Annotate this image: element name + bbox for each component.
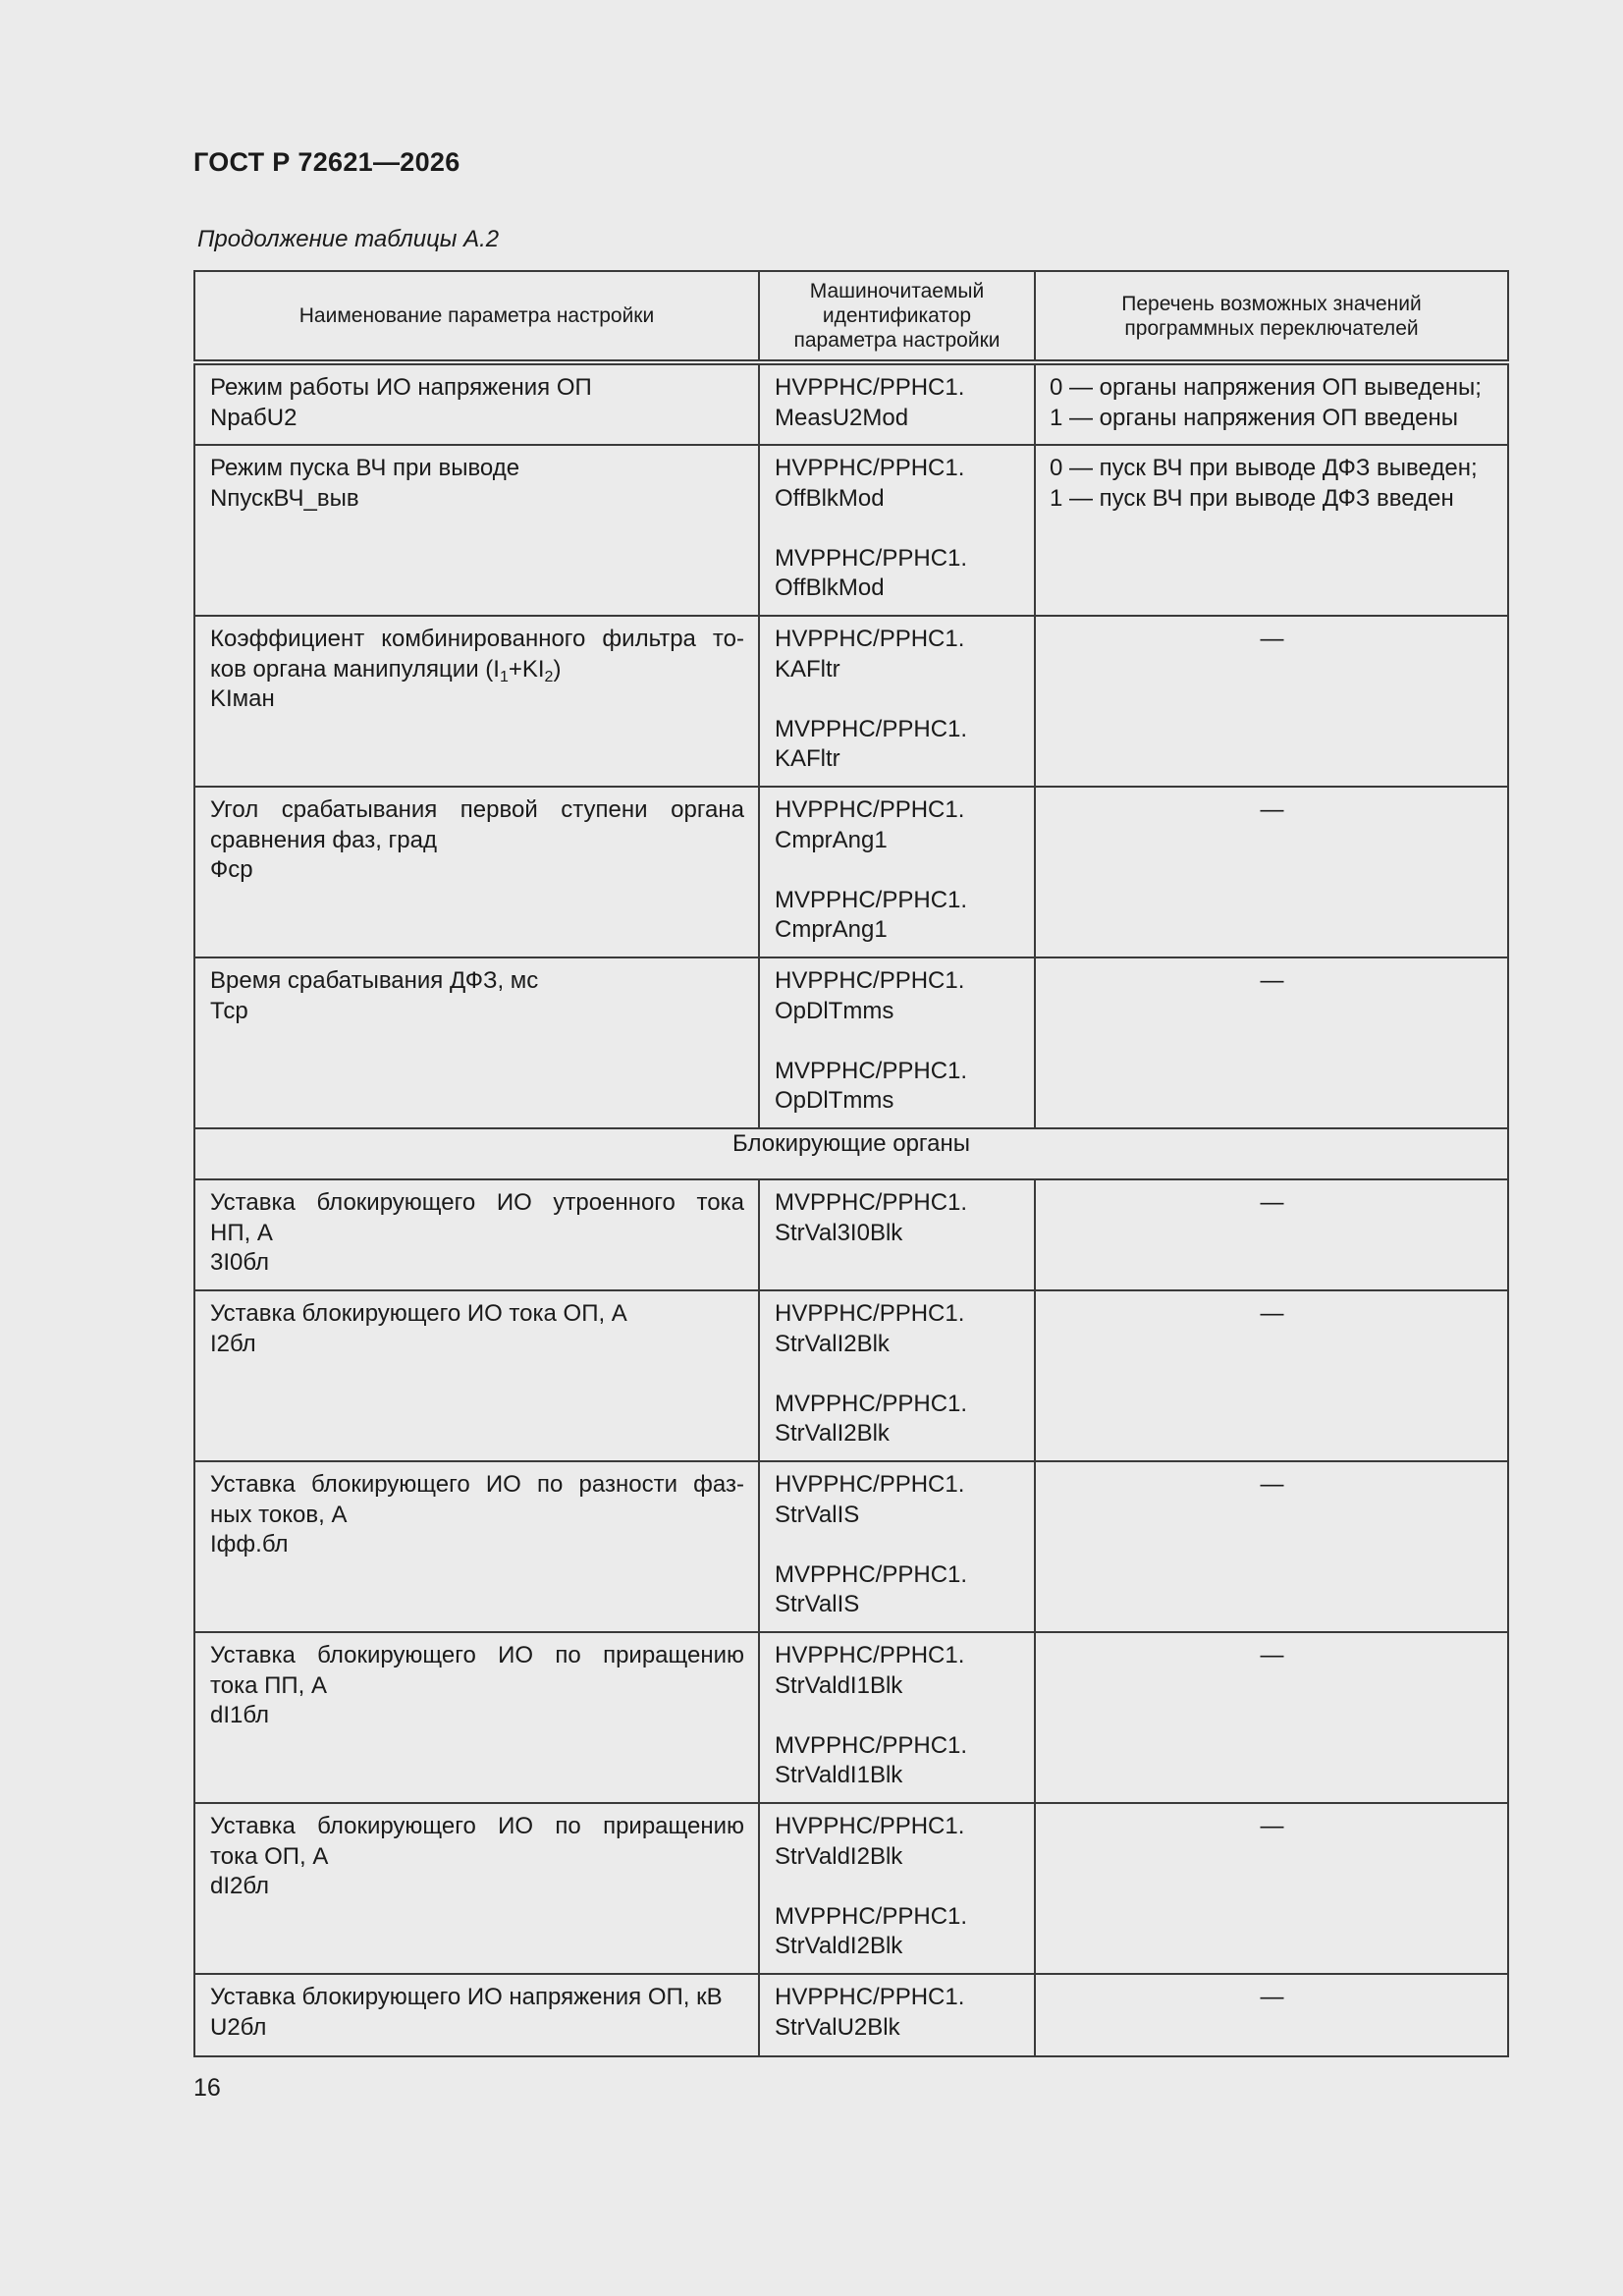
parameter-name-cell: Уставка блокирующего ИО утроенного тока НП, А 3I0бл: [194, 1179, 759, 1290]
table-row: [194, 787, 1508, 957]
table-row: [194, 445, 1508, 616]
parameter-name-cell: Уставка блокирующего ИО по разности фаз- ных токов, А Iфф.бл: [194, 1461, 759, 1632]
table-row: [194, 616, 1508, 787]
table-caption: Продолжение таблицы А.2: [197, 226, 500, 252]
values-cell: —: [1035, 1632, 1508, 1803]
header-parameter-name: Наименование параметра настройки: [194, 271, 759, 362]
parameter-name-cell: Режим работы ИО напряжения ОП NрабU2: [194, 362, 759, 445]
values-cell: —: [1035, 1290, 1508, 1461]
values-cell: 0 — пуск ВЧ при выводе ДФЗ выведен; 1 — пуск ВЧ при выводе ДФЗ введен: [1035, 445, 1508, 616]
machine-id-cell: HVPPHC/PPHC1. OpDlTmms MVPPHC/PPHC1. OpDlTmms: [759, 957, 1035, 1128]
machine-id-cell: HVPPHC/PPHC1. StrValdI1Blk MVPPHC/PPHC1. StrValdI1Blk: [759, 1632, 1035, 1803]
machine-id-cell: HVPPHC/PPHC1. StrValI2Blk MVPPHC/PPHC1. StrValI2Blk: [759, 1290, 1035, 1461]
parameter-name-cell: Уставка блокирующего ИО по приращению тока ПП, А dI1бл: [194, 1632, 759, 1803]
document-code: ГОСТ Р 72621—2026: [193, 147, 460, 177]
machine-id-cell: HVPPHC/PPHC1. MeasU2Mod: [759, 362, 1035, 445]
section-row: [194, 1128, 1508, 1179]
parameter-name-cell: Уставка блокирующего ИО по приращению тока ОП, А dI2бл: [194, 1803, 759, 1974]
values-cell: —: [1035, 616, 1508, 787]
table-row: [194, 957, 1508, 1128]
section-title: Блокирующие органы: [194, 1128, 1508, 1179]
machine-id-cell: MVPPHC/PPHC1. StrVal3I0Blk: [759, 1179, 1035, 1290]
values-cell: —: [1035, 1803, 1508, 1974]
machine-id-cell: HVPPHC/PPHC1. KAFltr MVPPHC/PPHC1. KAFltr: [759, 616, 1035, 787]
header-possible-values: Перечень возможных значений программных переключателей: [1035, 271, 1508, 362]
values-cell: —: [1035, 1974, 1508, 2056]
table-row: [194, 1461, 1508, 1632]
table-row: [194, 1632, 1508, 1803]
values-cell: —: [1035, 787, 1508, 957]
table-row: [194, 1290, 1508, 1461]
parameter-name-cell: Время срабатывания ДФЗ, мс Тср: [194, 957, 759, 1128]
parameter-name-cell: Уставка блокирующего ИО тока ОП, А I2бл: [194, 1290, 759, 1461]
machine-id-cell: HVPPHC/PPHC1. CmprAng1 MVPPHC/PPHC1. CmprAng1: [759, 787, 1035, 957]
table-row: [194, 362, 1508, 445]
parameters-table: [193, 270, 1509, 2057]
table-header-row: [194, 271, 1508, 362]
values-cell: —: [1035, 957, 1508, 1128]
parameter-name-cell: Угол срабатывания первой ступени органа сравнения фаз, град Фср: [194, 787, 759, 957]
values-cell: —: [1035, 1461, 1508, 1632]
values-cell: 0 — органы напряжения ОП выведены; 1 — органы напряжения ОП введены: [1035, 362, 1508, 445]
parameter-name-cell: Уставка блокирующего ИО напряжения ОП, кВ U2бл: [194, 1974, 759, 2056]
table-row: [194, 1803, 1508, 1974]
values-cell: —: [1035, 1179, 1508, 1290]
machine-id-cell: HVPPHC/PPHC1. StrValIS MVPPHC/PPHC1. StrValIS: [759, 1461, 1035, 1632]
parameter-name-cell: Режим пуска ВЧ при выводе NпускВЧ_выв: [194, 445, 759, 616]
page-number: 16: [193, 2074, 221, 2102]
machine-id-cell: HVPPHC/PPHC1. StrValdI2Blk MVPPHC/PPHC1. StrValdI2Blk: [759, 1803, 1035, 1974]
header-machine-id: Машиночитаемый идентификатор параметра настройки: [759, 271, 1035, 362]
machine-id-cell: HVPPHC/PPHC1. OffBlkMod MVPPHC/PPHC1. OffBlkMod: [759, 445, 1035, 616]
parameter-name-cell: Коэффициент комбинированного фильтра то- ков органа манипуляции $(I_1+KI_2)$ KIман: [194, 616, 759, 787]
table-row: [194, 1974, 1508, 2056]
machine-id-cell: HVPPHC/PPHC1. StrValU2Blk: [759, 1974, 1035, 2056]
table-row: [194, 1179, 1508, 1290]
